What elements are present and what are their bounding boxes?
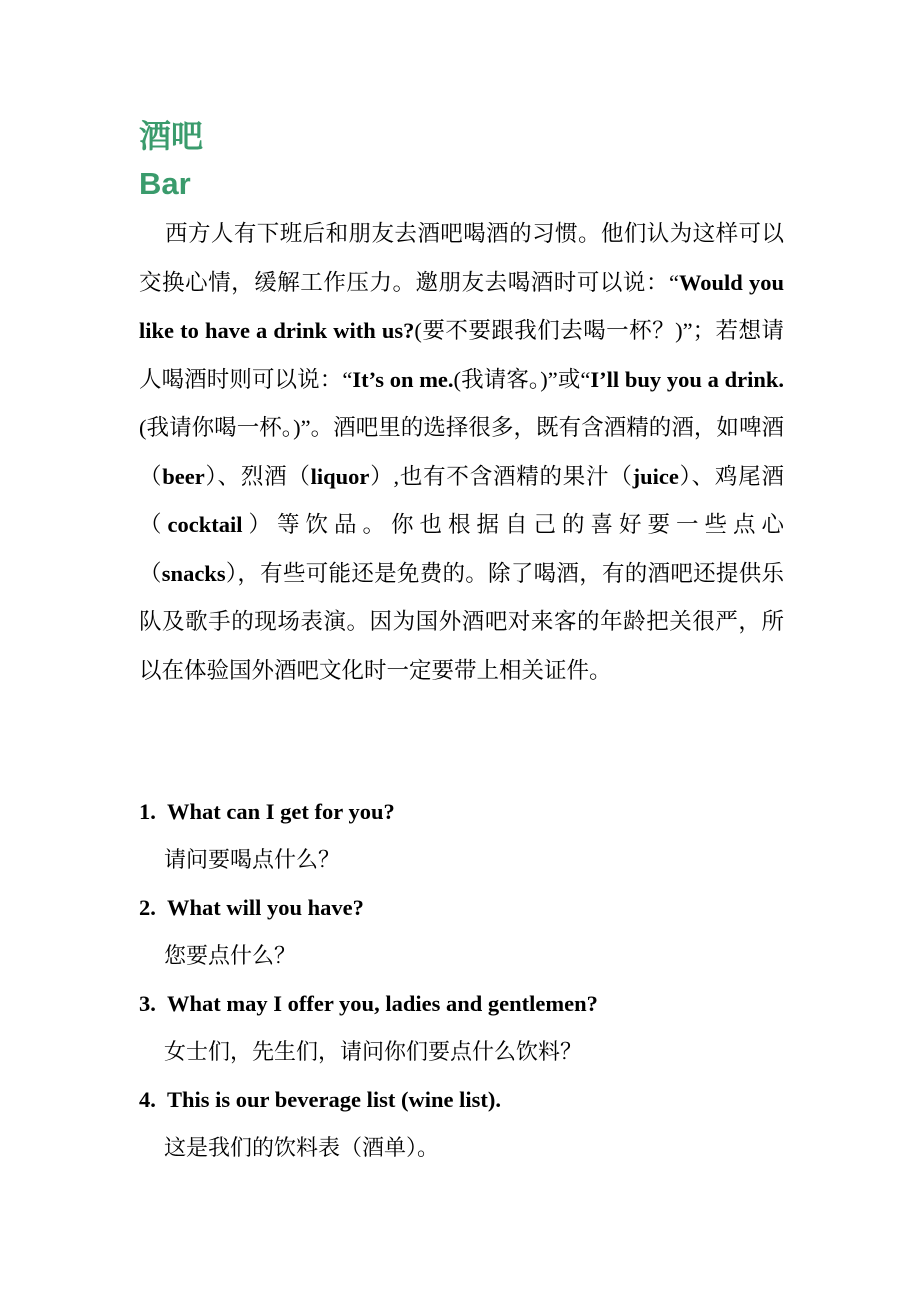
- phrase-chinese: 这是我们的饮料表（酒单）。: [164, 1135, 440, 1160]
- phrase-item: [139, 884, 819, 980]
- intro-english-term: juice: [632, 463, 679, 489]
- intro-english-term: liquor: [310, 463, 370, 489]
- intro-english-term: beer: [162, 463, 205, 489]
- phrase-chinese: 女士们，先生们，请问你们要点什么饮料？: [164, 1039, 583, 1064]
- intro-text: (我请你喝一杯。)”。酒吧里的选择很多，既有含酒精的酒，如啤酒（: [139, 415, 784, 489]
- phrase-english: [139, 884, 819, 932]
- phrase-number: 1.: [139, 799, 156, 824]
- phrase-english-text: What can I get for you?: [167, 799, 395, 824]
- phrase-item: [139, 1076, 819, 1172]
- phrase-chinese: 请问要喝点什么？: [164, 847, 341, 872]
- phrase-item: [139, 788, 819, 884]
- intro-english-phrase: I’ll buy you a drink.: [590, 366, 784, 392]
- intro-text: ），有些可能还是免费的。除了喝酒，有的酒吧还提供乐队及歌手的现场表演。因为国外酒吧对来客的年龄把关很严，所以在体验国外酒吧文化时一定要带上相关证件。: [139, 560, 784, 683]
- phrase-number: 3.: [139, 991, 156, 1016]
- phrase-number: 2.: [139, 895, 156, 920]
- phrase-english: [139, 980, 819, 1028]
- phrase-english: [139, 1076, 819, 1124]
- intro-english-term: cocktail: [167, 512, 243, 537]
- intro-english-term: snacks: [161, 560, 226, 586]
- phrase-number: 4.: [139, 1087, 156, 1112]
- intro-english-phrase: Would you like to have a drink with us?: [139, 269, 784, 343]
- intro-text: (要不要跟我们去喝一杯？)”；若想请人喝酒时则可以说：“: [139, 318, 784, 392]
- page-title-chinese: 酒吧: [139, 117, 204, 155]
- phrase-english-text: This is our beverage list (wine list).: [167, 1087, 501, 1112]
- phrase-list: [139, 788, 819, 1172]
- page-title-english: Bar: [139, 166, 191, 201]
- phrase-english-text: What will you have?: [167, 895, 364, 920]
- intro-text: 西方人有下班后和朋友去酒吧喝酒的习惯。他们认为这样可以交换心情，缓解工作压力。邀朋友去喝酒时可以说：“: [139, 221, 784, 295]
- intro-text: ）等饮品。你也根据自己的喜好要一些点心（: [139, 512, 784, 586]
- intro-english-phrase: It’s on me.: [352, 366, 454, 392]
- phrase-english-text: What may I offer you, ladies and gentlemen?: [167, 991, 598, 1016]
- phrase-chinese: 您要点什么？: [164, 943, 297, 968]
- intro-text: ）、烈酒（: [204, 463, 311, 489]
- intro-text: ）、鸡尾酒（: [139, 463, 784, 537]
- phrase-english: [139, 788, 819, 836]
- intro-paragraph: [139, 210, 784, 695]
- intro-text: ）,也有不含酒精的果汁（: [369, 463, 633, 489]
- phrase-item: [139, 980, 819, 1076]
- intro-text: (我请客。)”或“: [453, 366, 591, 392]
